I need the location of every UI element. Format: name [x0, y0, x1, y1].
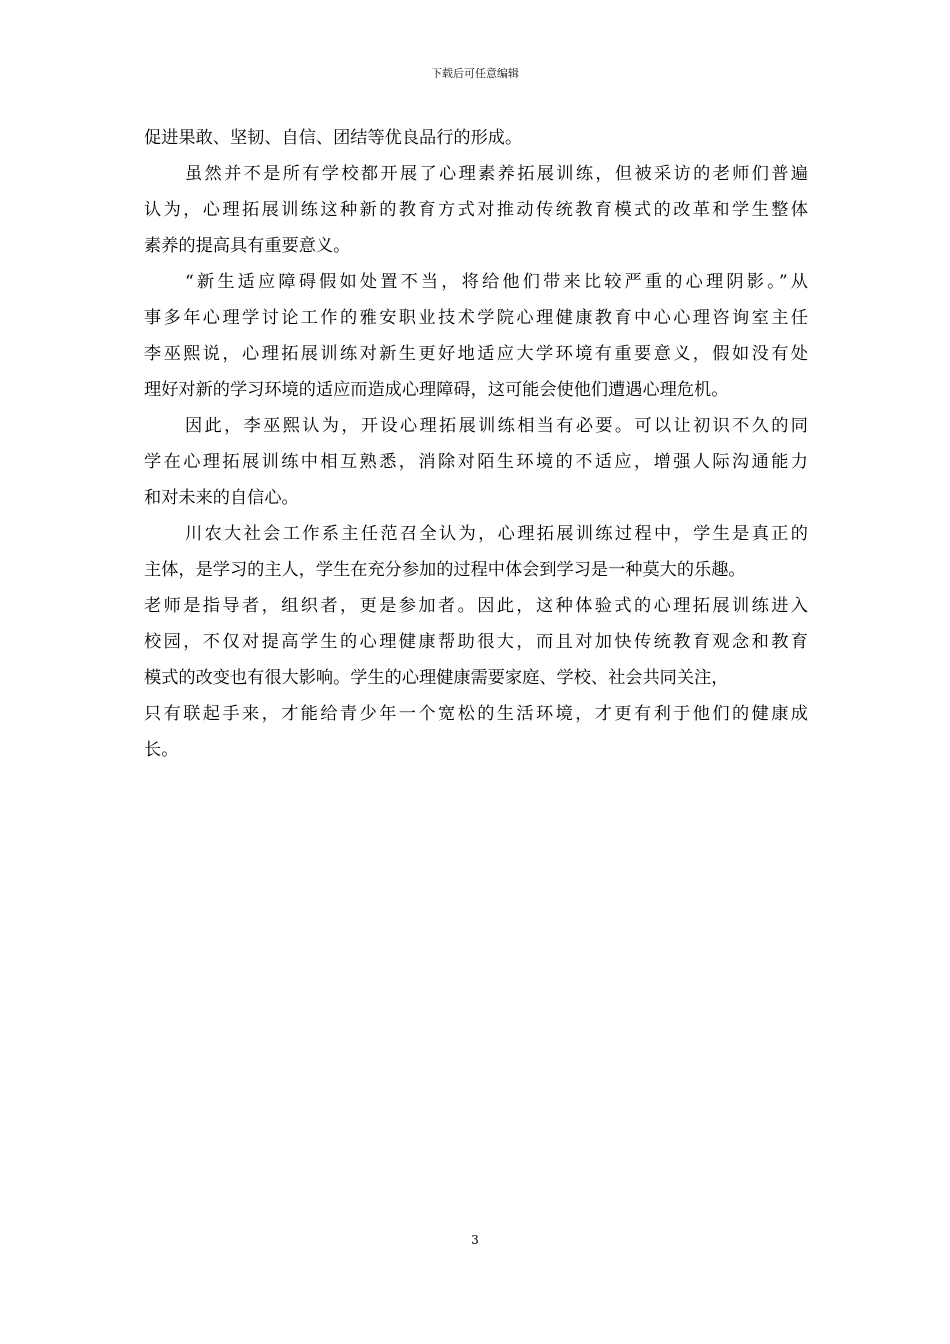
paragraph-first-line: “新生适应障碍假如处置不当，将给他们带来比较严重的心理阴影。”从 — [185, 272, 808, 292]
paragraph-first-line: 因此，李巫熙认为，开设心理拓展训练相当有必要。可以让初识不久的同 — [185, 416, 808, 436]
page-header: 下载后可任意编辑 — [431, 67, 519, 80]
text-line: 老师是指导者，组织者，更是参加者。因此，这种体验式的心理拓展训练进入 — [144, 596, 808, 616]
paragraph-first-line: 虽然并不是所有学校都开展了心理素养拓展训练，但被采访的老师们普遍 — [185, 164, 808, 184]
paragraph-first-line: 川农大社会工作系主任范召全认为，心理拓展训练过程中，学生是真正的 — [185, 524, 808, 544]
text-line: 模式的改变也有很大影响。学生的心理健康需要家庭、学校、社会共同关注， — [144, 668, 729, 688]
text-line: 长。 — [144, 740, 179, 760]
text-line: 李巫熙说，心理拓展训练对新生更好地适应大学环境有重要意义，假如没有处 — [144, 344, 808, 364]
text-line: 只有联起手来，才能给青少年一个宽松的生活环境，才更有利于他们的健康成 — [144, 704, 808, 724]
text-line: 主体，是学习的主人，学生在充分参加的过程中体会到学习是一种莫大的乐趣。 — [144, 560, 746, 580]
text-line: 素养的提高具有重要意义。 — [144, 236, 351, 256]
text-line: 事多年心理学讨论工作的雅安职业技术学院心理健康教育中心心理咨询室主任 — [144, 308, 808, 328]
text-line: 促进果敢、坚韧、自信、团结等优良品行的形成。 — [144, 128, 523, 148]
text-line: 学在心理拓展训练中相互熟悉，消除对陌生环境的不适应，增强人际沟通能力 — [144, 452, 808, 472]
body-text — [144, 120, 808, 768]
text-line: 理好对新的学习环境的适应而造成心理障碍，这可能会使他们遭遇心理危机。 — [144, 380, 729, 400]
text-line: 和对未来的自信心。 — [144, 488, 299, 508]
text-line: 校园，不仅对提高学生的心理健康帮助很大，而且对加快传统教育观念和教育 — [144, 632, 808, 652]
page-number: 3 — [471, 1233, 479, 1247]
text-line: 认为，心理拓展训练这种新的教育方式对推动传统教育模式的改革和学生整体 — [144, 200, 808, 220]
